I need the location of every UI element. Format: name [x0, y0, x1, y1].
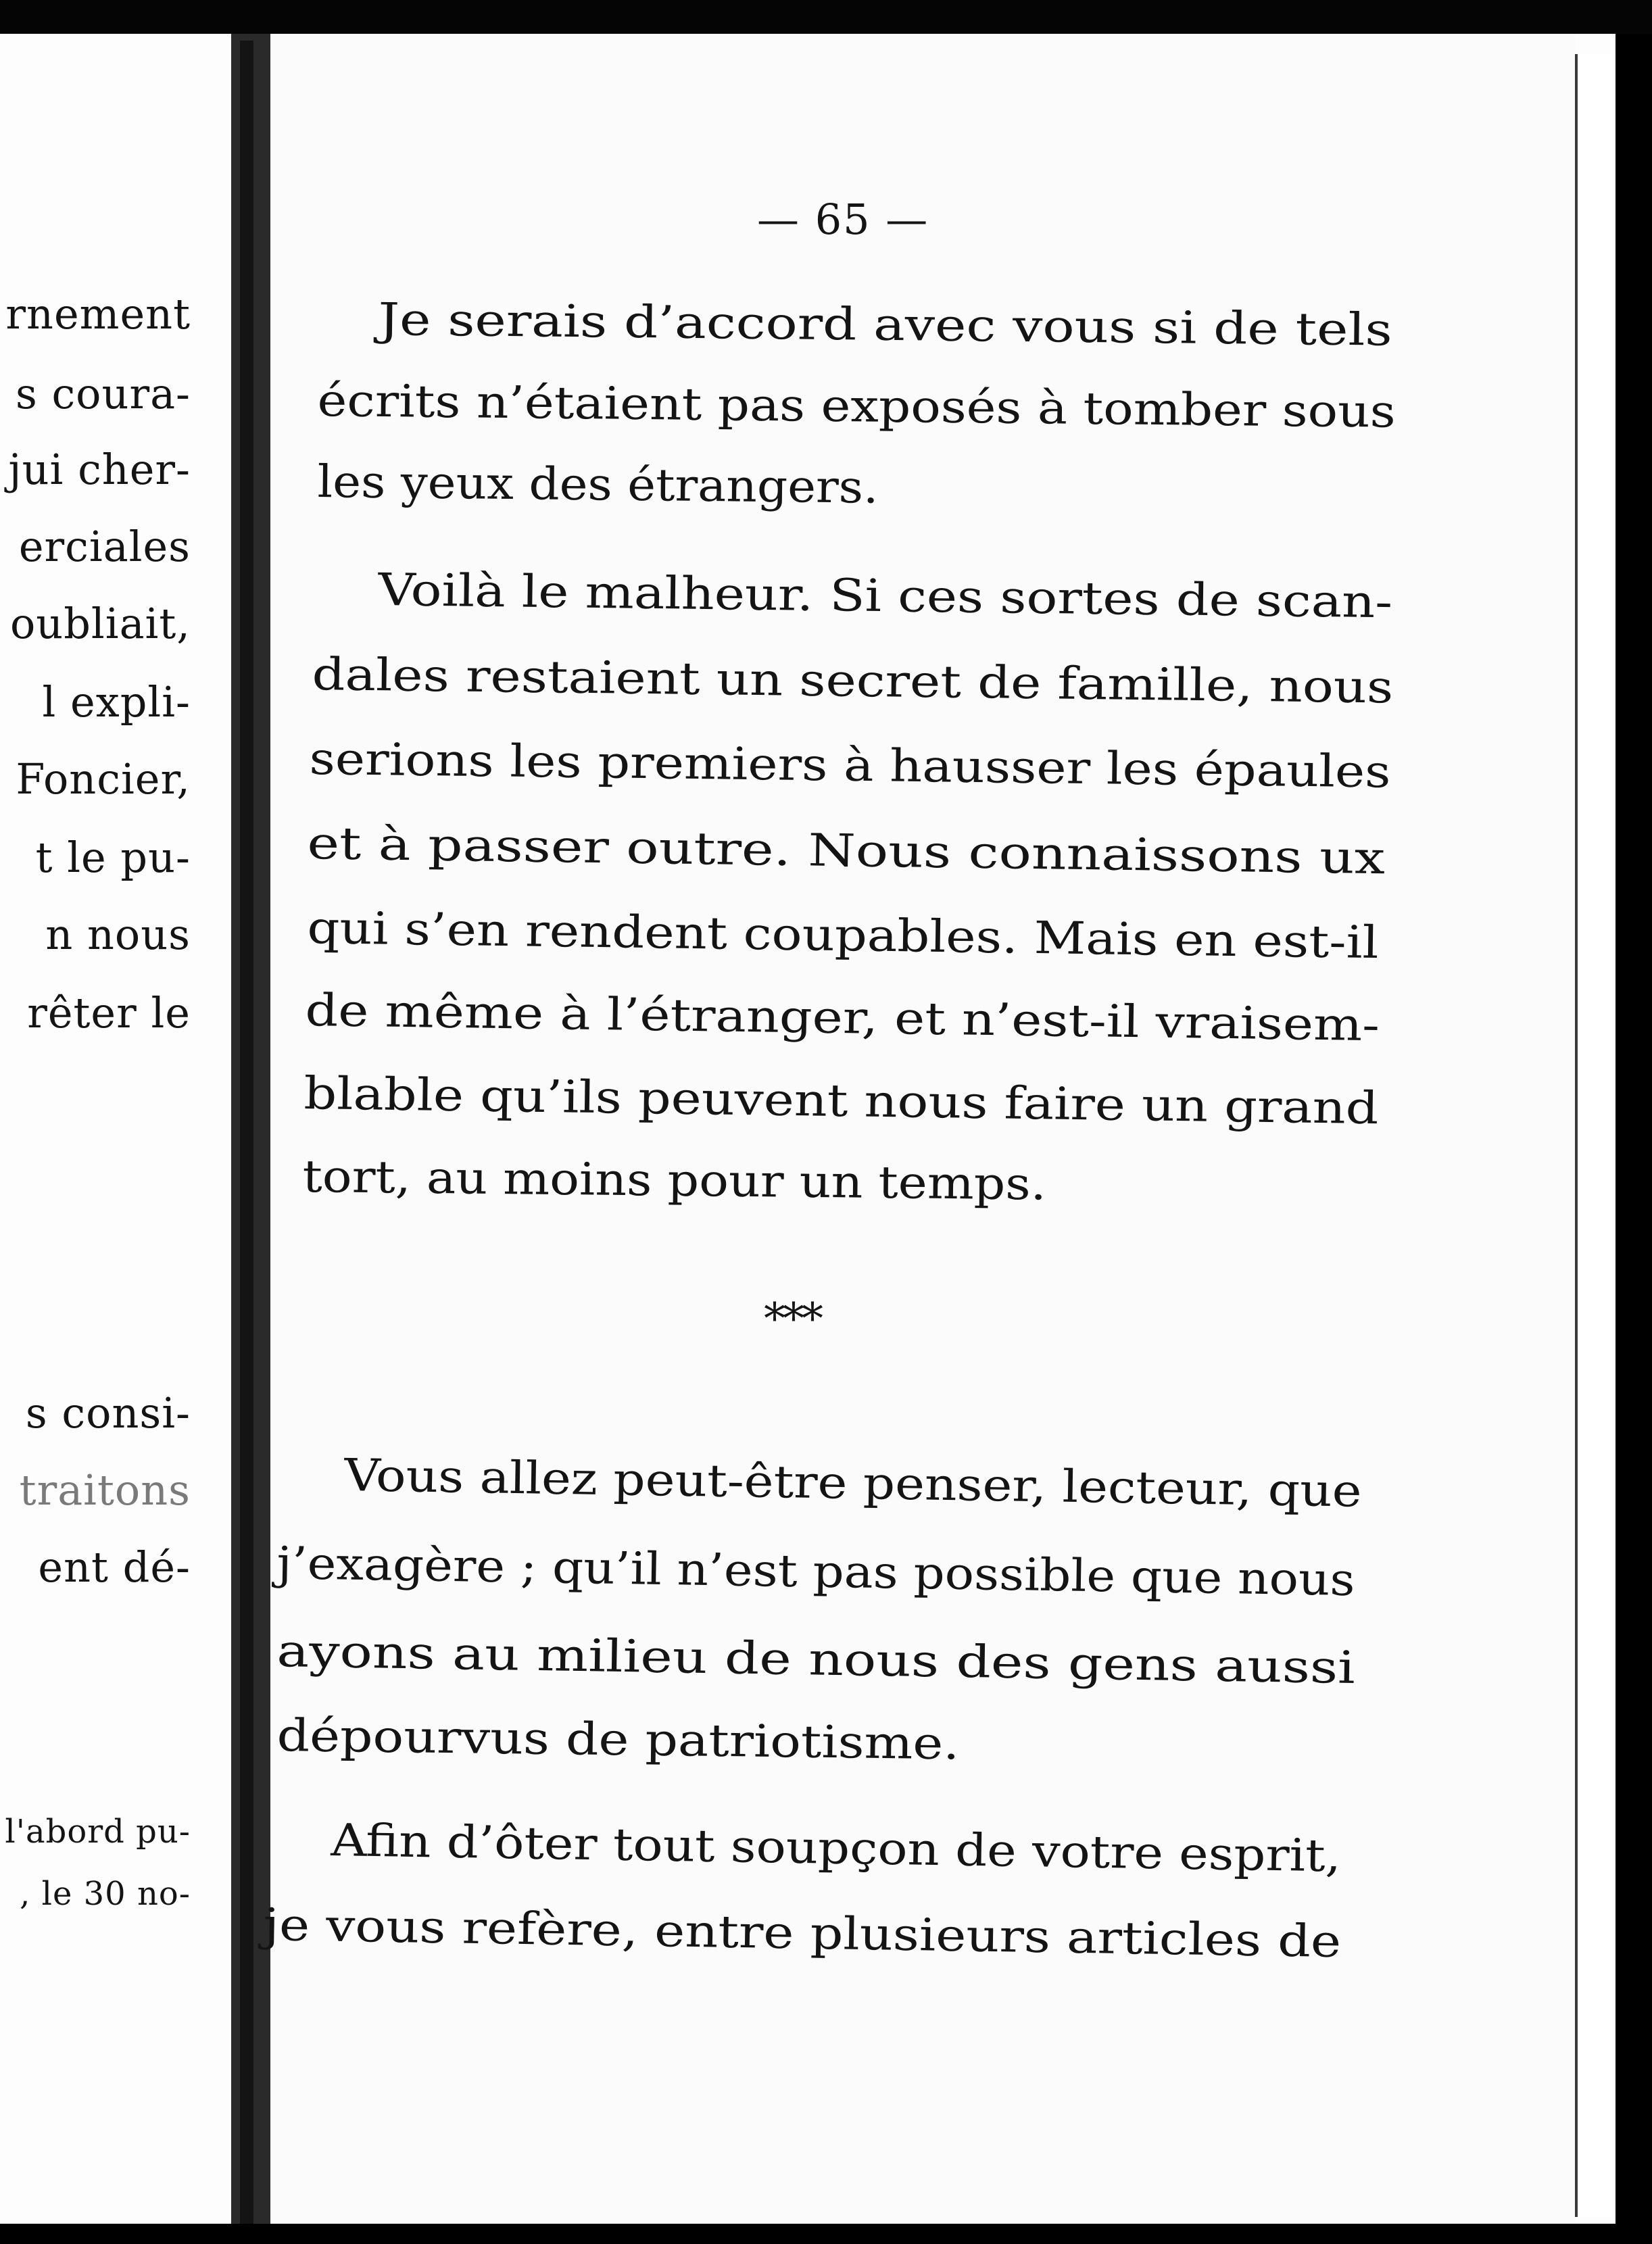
text-line: écrits n’étaient pas exposés à tomber sous: [317, 374, 1396, 438]
left-line: s coura-: [15, 369, 191, 418]
text-line: je vous refère, entre plusieurs articles de: [262, 1899, 1342, 1968]
left-line: rnement: [5, 289, 191, 339]
page-number: — 65 —: [757, 195, 929, 244]
text-line: de même à l’étranger, et n’est-il vraisem-: [305, 984, 1380, 1052]
left-line: ent dé-: [38, 1542, 191, 1592]
text-line: blable qu’ils peuvent nous faire un grand: [303, 1067, 1379, 1135]
left-line: s consi-: [25, 1388, 191, 1438]
left-line: n nous: [45, 910, 191, 959]
left-line: Foncier,: [16, 754, 191, 804]
left-line: oubliait,: [9, 599, 191, 648]
left-line: rêter le: [27, 988, 191, 1038]
left-line: t le pu-: [35, 833, 191, 882]
left-line: jui cher-: [8, 445, 191, 494]
page-edge: [1575, 54, 1618, 2217]
left-footnote-line: l'abord pu-: [5, 1813, 191, 1851]
text-line: Vous allez peut-être penser, lecteur, que: [343, 1449, 1363, 1517]
scan-bottom-border: [0, 2224, 1652, 2244]
gutter-shadow: [240, 41, 253, 2244]
left-page-fragment: [0, 270, 191, 2028]
text-line: tort, au moins pour un temps.: [302, 1150, 1047, 1211]
text-line: ayons au milieu de nous des gens aussi: [276, 1625, 1356, 1694]
section-separator: ***: [764, 1294, 821, 1344]
text-line: dépourvus de patriotisme.: [276, 1709, 960, 1770]
text-line: Je serais d’accord avec vous si de tels: [378, 293, 1393, 356]
text-line: dales restaient un secret de famille, nous: [312, 648, 1394, 714]
text-line: serions les premiers à hausser les épaules: [309, 733, 1391, 798]
text-line: Afin d’ôter tout soupçon de votre esprit,: [330, 1814, 1342, 1882]
text-line: Voilà le malheur. Si ces sortes de scan-: [378, 564, 1393, 629]
left-line: traitons: [19, 1465, 191, 1515]
text-line: qui s’en rendent coupables. Mais en est-il: [307, 902, 1380, 969]
scan-top-border: [0, 0, 1652, 34]
text-line: j’exagère ; qu’il n’est pas possible que nous: [276, 1537, 1356, 1607]
scan-right-border: [1615, 34, 1652, 2244]
left-line: erciales: [18, 522, 191, 571]
left-footnote-line: , le 30 no-: [20, 1875, 191, 1913]
text-line: les yeux des étrangers.: [317, 456, 879, 514]
left-line: l expli-: [42, 677, 191, 727]
text-line: et à passer outre. Nous connaissons ux: [307, 817, 1386, 885]
